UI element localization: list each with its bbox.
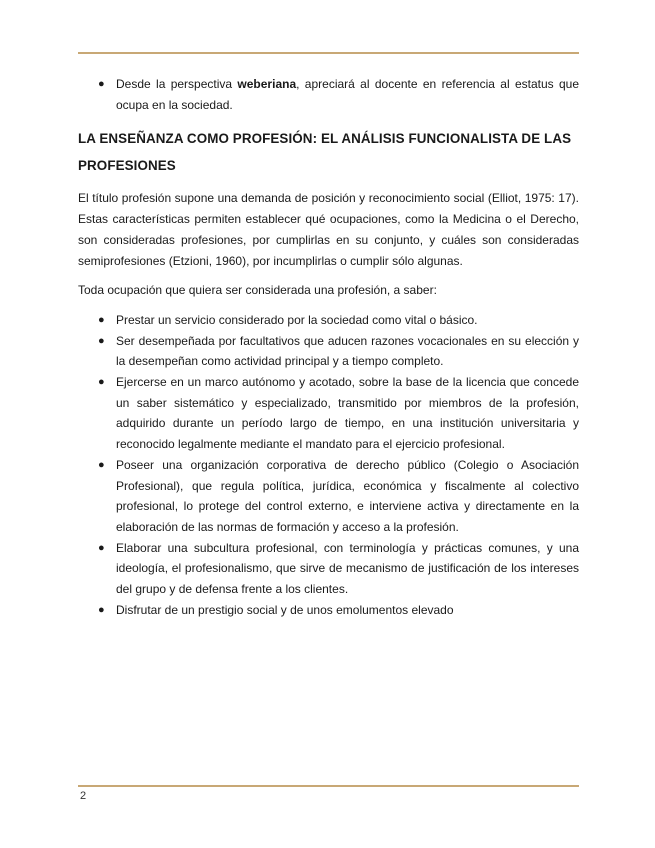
bullet-icon: ● [98,334,105,347]
list-item [78,538,579,600]
footer-rule [78,785,579,787]
bullet-text-bold: weberiana [237,77,297,91]
bullet-icon: ● [98,313,105,326]
requirement-text: Poseer una organización corporativa de derecho público (Colegio o Asociación Profesional), que regula política, jurídica, económica y fiscalmente al colectivo profesional, lo protege del control externo, e interviene activa y directamente en la elaboración de las normas de formación y acceso a la profesión. [116,457,579,534]
bullet-text-after: , apreciará al docente en referencia al estatus que ocupa en la sociedad. [116,77,579,112]
bullet-text-before: Desde la perspectiva [116,77,238,91]
page-content [78,74,579,620]
list-item [78,600,579,621]
list-item [78,74,579,115]
list-item [78,310,579,331]
list-intro-paragraph: Toda ocupación que quiera ser considerada una profesión, a saber: [78,283,437,298]
requirement-text: Disfrutar de un prestigio social y de unos emolumentos elevado [116,602,454,617]
intro-bullet-list [78,74,579,115]
requirement-text: Ejercerse en un marco autónomo y acotado, sobre la base de la licencia que concede un saber sistemático y especializado, transmitido por miembros de la profesión, adquirido durante un período largo de tiempo, en una institución universitaria y reconocido legalmente mediante el mandato para el ejercicio profesional. [116,375,579,452]
section-heading: LA ENSEÑANZA COMO PROFESIÓN: EL ANÁLISIS FUNCIONALISTA DE LAS PROFESIONES [78,131,572,174]
requirements-list [78,310,579,621]
bullet-icon: ● [98,376,105,389]
bullet-icon: ● [98,541,105,554]
body-paragraph: El título profesión supone una demanda de posición y reconocimiento social (Elliot, 1975: 17). Estas características permiten establecer qué ocupaciones, como la Medicina o el Derecho, son consideradas profesiones, por cumplirlas en su conjunto, y cuáles son consideradas semiprofesiones (Etzioni, 1960), por incumplirlas o cumplir sólo algunas. [78,191,579,268]
header-rule [78,52,579,54]
bullet-icon: ● [98,458,105,471]
requirement-text: Elaborar una subcultura profesional, con terminología y prácticas comunes, y una ideología, el profesionalismo, que sirve de mecanismo de justificación de los intereses del grupo y de defensa frente a los clientes. [116,540,579,597]
page-number: 2 [80,790,87,802]
bullet-icon: ● [98,603,105,616]
requirement-text: Prestar un servicio considerado por la sociedad como vital o básico. [116,312,478,327]
list-item [78,455,579,538]
bullet-icon: ● [98,78,105,90]
requirement-text: Ser desempeñada por facultativos que aducen razones vocacionales en su elección y la desempeñan como actividad principal y a tiempo completo. [116,333,579,369]
list-item [78,372,579,455]
list-item [78,331,579,372]
